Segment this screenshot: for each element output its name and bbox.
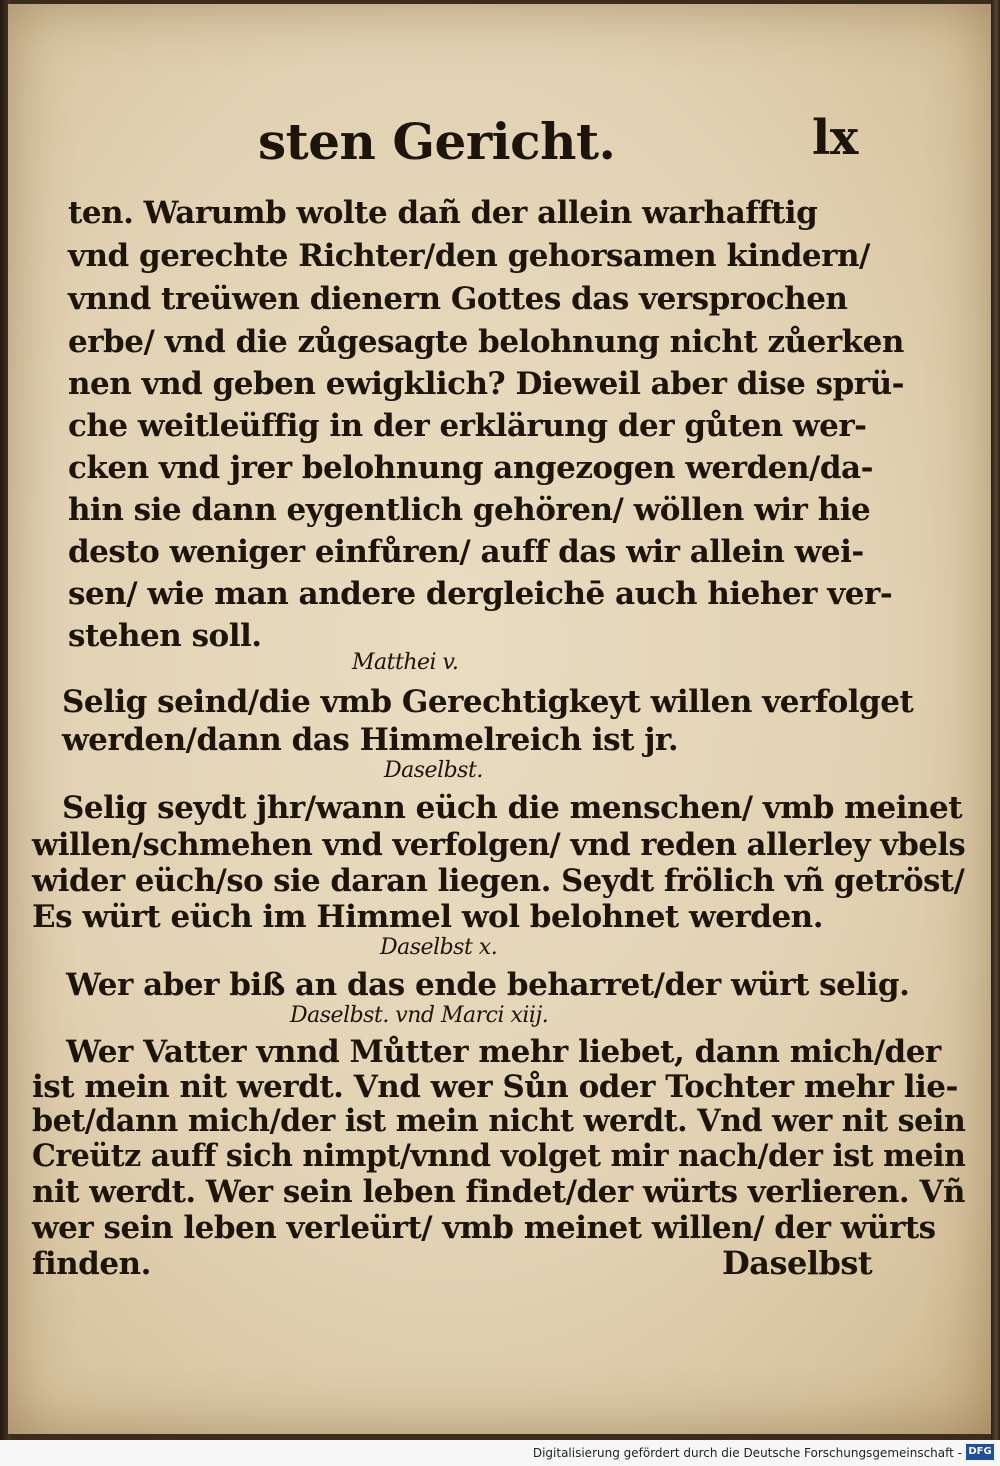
text-line: Selig seind/die vmb Gerechtigkeyt willen verfolget — [62, 684, 914, 720]
text-line: Wer Vatter vnnd Můtter mehr liebet, dann mich/der — [66, 1034, 941, 1070]
text-line: Wer aber biß an das ende beharret/der würt selig. — [66, 967, 910, 1003]
running-head: sten Gericht. — [258, 112, 616, 171]
text-line: werden/dann das Himmelreich ist jr. — [62, 722, 679, 758]
dfg-logo: DFG — [966, 1444, 994, 1460]
text-line: erbe/ vnd die zůgesagte belohnung nicht zůerken — [68, 324, 904, 360]
text-line: sen/ wie man andere dergleichē auch hieher ver- — [68, 576, 893, 612]
text-line: ten. Warumb wolte dañ der allein warhafftig — [68, 195, 818, 231]
text-line: stehen soll. — [68, 618, 262, 654]
text-line: vnnd treüwen dienern Gottes das versprochen — [68, 281, 848, 317]
text-line: bet/dann mich/der ist mein nicht werdt. Vnd wer nit sein — [32, 1103, 966, 1139]
section-heading: Daselbst. — [384, 758, 483, 783]
digitization-footer — [0, 1440, 1000, 1466]
text-line: cken vnd jrer belohnung angezogen werden/da- — [68, 450, 873, 486]
section-heading: Daselbst x. — [380, 935, 498, 960]
folio-number: lx — [812, 110, 858, 166]
text-line: willen/schmehen vnd verfolgen/ vnd reden allerley vbels — [32, 827, 966, 863]
text-line: ist mein nit werdt. Vnd wer Sůn oder Tochter mehr lie- — [32, 1069, 958, 1105]
section-heading: Daselbst. vnd Marci xiij. — [290, 1003, 549, 1028]
text-line: wider eüch/so sie daran liegen. Seydt frölich vñ getröst/ — [32, 863, 965, 899]
text-line: Es würt eüch im Himmel wol belohnet werden. — [32, 899, 824, 935]
page-fore-edge — [991, 0, 1000, 1440]
text-line: che weitleüffig in der erklärung der gůten wer- — [68, 408, 867, 444]
section-heading: Matthei v. — [352, 650, 459, 675]
text-line: nit werdt. Wer sein leben findet/der würts verlieren. Vñ — [32, 1174, 965, 1210]
text-line: vnd gerechte Richter/den gehorsamen kindern/ — [68, 238, 870, 274]
text-line: Creütz auff sich nimpt/vnnd volget mir nach/der ist mein — [32, 1138, 966, 1174]
text-line: Selig seydt jhr/wann eüch die menschen/ vmb meinet — [62, 790, 963, 826]
text-line: finden. — [32, 1246, 151, 1282]
text-line: wer sein leben verleürt/ vmb meinet willen/ der würts — [32, 1210, 936, 1246]
funding-notice: Digitalisierung gefördert durch die Deutsche Forschungsgemeinschaft - — [532, 1446, 962, 1460]
text-line: nen vnd geben ewigklich? Dieweil aber dise sprü- — [68, 366, 905, 402]
text-line: hin sie dann eygentlich gehören/ wöllen wir hie — [68, 492, 871, 528]
text-line: desto weniger einfůren/ auff das wir allein wei- — [68, 534, 864, 570]
catchword: Daselbst — [722, 1244, 873, 1282]
